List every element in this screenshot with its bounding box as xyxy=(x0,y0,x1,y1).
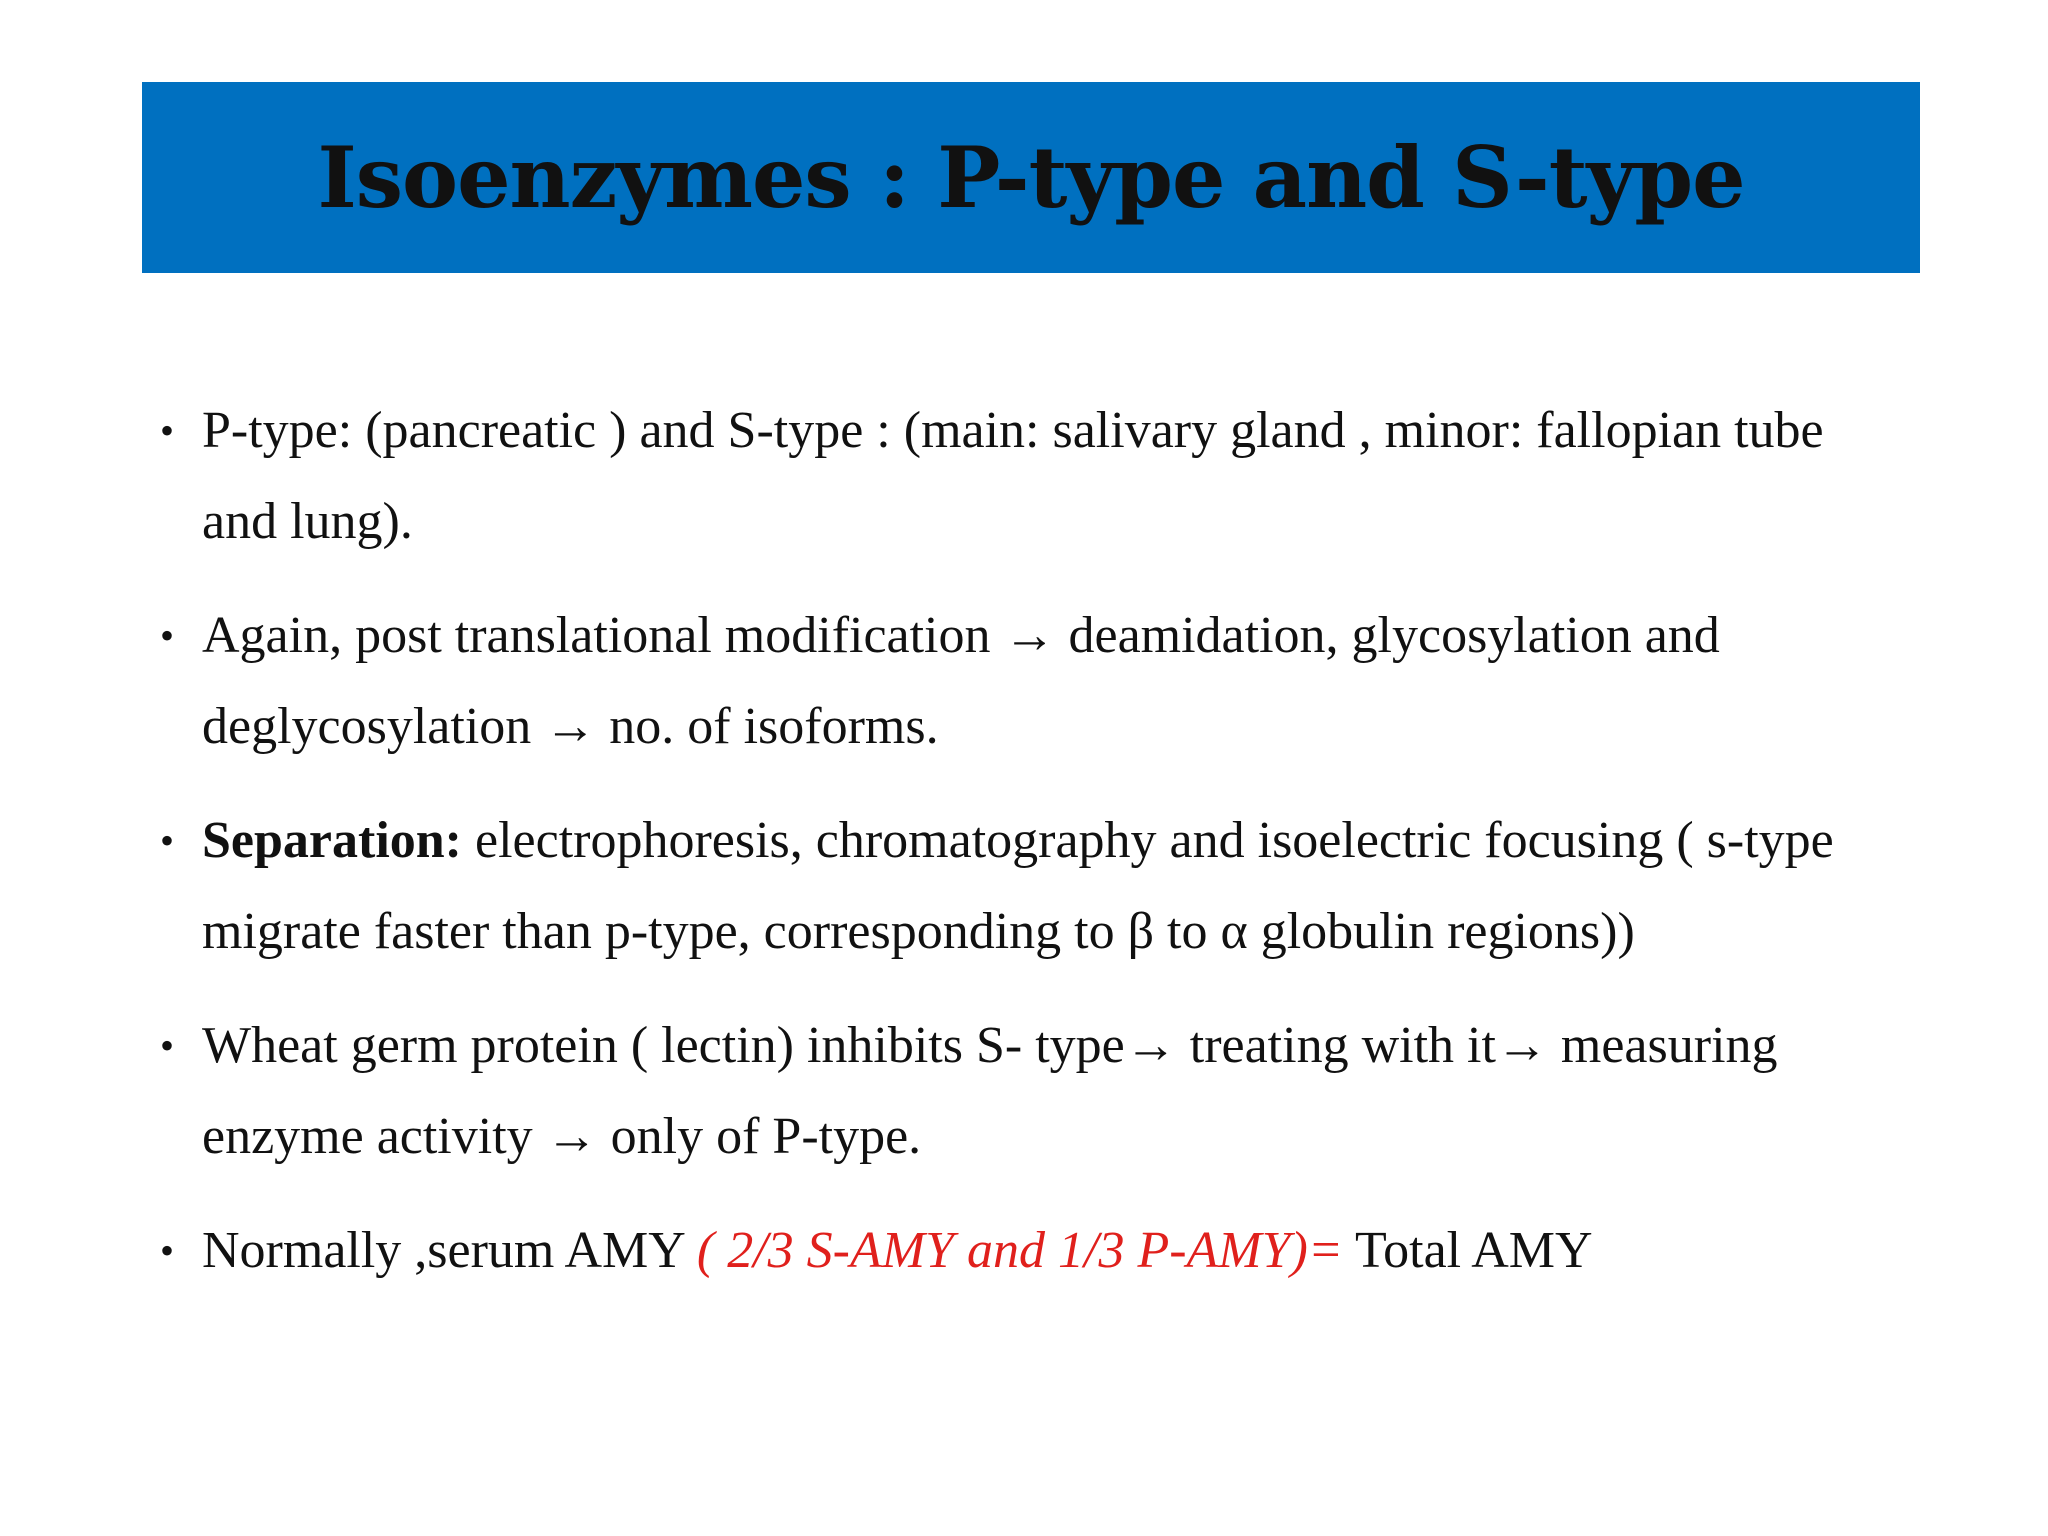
bullet-text: Wheat germ protein ( lectin) inhibits S- type→ treating with it→ measuring enzyme activity → only of P-type. xyxy=(202,1017,1778,1165)
bullet-bold-prefix: Separation: xyxy=(202,812,462,869)
bullet-list xyxy=(160,385,1880,1319)
slide-title: Isoenzymes : P-type and S-type xyxy=(317,128,1745,227)
bullet-icon: • xyxy=(160,408,175,453)
title-bar xyxy=(142,82,1920,273)
bullet-item-wheat-germ xyxy=(160,1000,1880,1182)
bullet-highlight: ( 2/3 S-AMY and 1/3 P-AMY)= xyxy=(696,1222,1343,1279)
bullet-icon: • xyxy=(160,818,175,863)
bullet-icon: • xyxy=(160,1228,175,1273)
bullet-item-post-translational xyxy=(160,590,1880,772)
bullet-icon: • xyxy=(160,1023,175,1068)
bullet-text: P-type: (pancreatic ) and S-type : (main: salivary gland , minor: fallopian tube and lung). xyxy=(202,402,1824,550)
bullet-suffix: Total AMY xyxy=(1342,1222,1593,1279)
bullet-icon: • xyxy=(160,613,175,658)
bullet-text: Again, post translational modification → deamidation, glycosylation and deglycosylation → no. of isoforms. xyxy=(202,607,1720,755)
bullet-text: Normally ,serum AMY xyxy=(202,1222,697,1279)
bullet-item-separation xyxy=(160,795,1880,977)
bullet-item-serum-amy xyxy=(160,1205,1880,1296)
bullet-text: electrophoresis, chromatography and isoelectric focusing ( s-type migrate faster than p-type, corresponding to β to α globulin regions)) xyxy=(202,812,1834,960)
bullet-item-ptype-stype xyxy=(160,385,1880,567)
